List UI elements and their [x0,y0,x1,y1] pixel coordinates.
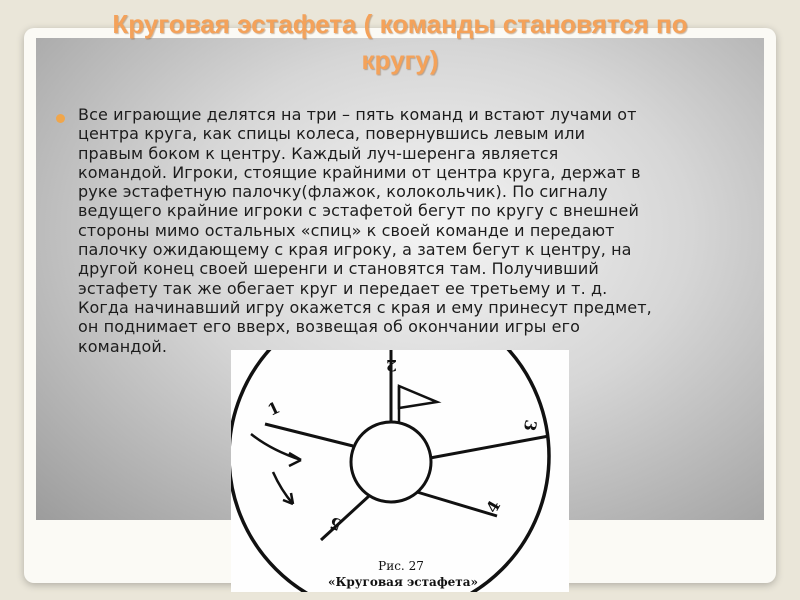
spoke-label-2: 2 [385,356,397,375]
relay-diagram [231,350,569,592]
arrow-path-2 [273,472,293,504]
inner-circle [351,422,431,502]
flag-icon [399,386,437,408]
spoke-5 [321,496,369,540]
slide-body-text: Все играющие делятся на три – пять команд и встают лучами от центра круга, как спицы колеса, повернувшись левым или правым боком к центру. Каждый луч-шеренга является командой. Игроки, стоящие крайними от центра круга, держат в руке эстафетную палочку(флажок, колокольчик). По сигналу ведущего крайние игроки с эстафетой бегут по кругу с внешней стороны мимо остальных «спиц» к своей команде и передают палочку ожидающему с края игроку, а затем бегут к центру, на другой конец своей шеренги и становятся там. Получивший эстафету так же обегает круг и передает ее третьему и т. д. Когда начинавший игру окажется с края и ему принесут предмет, он поднимает его вверх, возвещая об окончании игры его командой. [78,105,652,356]
spoke-1 [265,424,353,446]
figure-caption-title: «Круговая эстафета» [328,575,478,589]
slide-title: Круговая эстафета ( команды становятся по кругу) [112,9,688,75]
spoke-label-4: 4 [482,497,505,517]
figure-caption-number: Рис. 27 [378,559,424,573]
bullet-icon [56,114,65,123]
spoke-label-5: 5 [327,512,345,535]
spoke-3 [430,436,549,458]
arrow-head-1 [289,453,301,466]
relay-circle-figure [231,350,569,592]
spoke-label-1: 1 [264,397,283,420]
spoke-label-3: 3 [519,418,541,433]
